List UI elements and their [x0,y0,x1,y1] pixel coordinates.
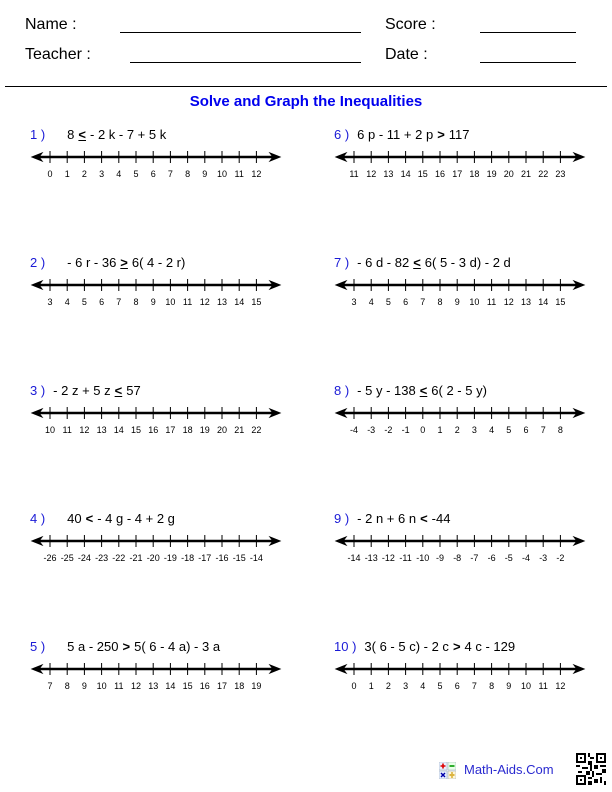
tick-label: 17 [216,681,228,691]
inequality-rhs: 4 c - 129 [464,639,516,654]
problem-number: 8 ) [334,383,350,398]
tick-label: 10 [216,169,228,179]
tick-label: 19 [486,169,497,179]
problem-7 [334,255,612,325]
tick-label: 18 [182,425,193,435]
tick-label: -17 [198,553,212,563]
problem-number: 4 ) [30,511,46,526]
tick-label: 9 [506,681,512,691]
header-divider [5,86,607,87]
tick-label: 17 [452,169,463,179]
tick-label: 6 [403,297,409,307]
tick-label: 3 [47,297,53,307]
math-aids-link[interactable]: Math-Aids.Com [464,762,554,777]
problem-number: 6 ) [334,127,350,142]
problem-5 [30,639,320,709]
tick-label: -12 [381,553,395,563]
relation-symbol: < [419,383,428,398]
tick-label: -7 [470,553,479,563]
tick-label: -10 [416,553,430,563]
tick-label: 4 [368,297,374,307]
tick-label: 5 [506,425,512,435]
tick-label: 15 [555,297,566,307]
inequality-rhs: - 2 k - 7 + 5 k [90,127,167,142]
relation-symbol: < [413,255,421,270]
inequality-lhs: - 6 r - 36 [67,255,117,270]
calculator-icon [439,762,456,779]
tick-label: 5 [133,169,139,179]
tick-label: 12 [503,297,514,307]
tick-label: 11 [234,169,244,179]
relation-symbol: < [78,127,86,142]
tick-label: -13 [364,553,378,563]
problem-number: 3 ) [30,383,46,398]
tick-label: 21 [520,169,532,179]
tick-label: 15 [130,425,142,435]
tick-label: 19 [199,425,210,435]
tick-label: -22 [112,553,126,563]
tick-label: -2 [556,553,565,563]
tick-label: 15 [417,169,428,179]
tick-label: 2 [454,425,460,435]
tick-label: 10 [96,681,107,691]
tick-label: -3 [539,553,548,563]
number-line[interactable] [334,383,594,443]
tick-label: 3 [471,425,477,435]
tick-label: -14 [347,553,361,563]
relation-symbol: < [85,511,94,526]
relation-symbol: > [452,639,461,654]
problem-number: 5 ) [30,639,46,654]
tick-label: 6 [523,425,529,435]
tick-label: 20 [216,425,228,435]
inequality-lhs: - 6 d - 82 [357,255,410,270]
inequality-rhs: 5( 6 - 4 a) - 3 a [134,639,221,654]
tick-label: 14 [538,297,549,307]
relation-symbol: < [114,383,123,398]
problem-8 [334,383,612,453]
relation-symbol: > [437,127,445,142]
tick-label: 10 [44,425,56,435]
qr-code-icon [576,753,606,785]
inequality-lhs: - 5 y - 138 [357,383,416,398]
tick-label: 12 [251,169,262,179]
problem-number: 9 ) [334,511,350,526]
inequality-rhs: 6( 2 - 5 y) [431,383,487,398]
date-label: Date : [385,46,428,63]
tick-label: 8 [489,681,495,691]
tick-label: -5 [504,553,513,563]
tick-label: 0 [47,169,53,179]
inequality-lhs: 6 p - 11 + 2 p [357,127,434,142]
tick-label: 9 [454,297,460,307]
relation-symbol: > [120,255,128,270]
tick-label: 5 [385,297,391,307]
inequality-lhs: 40 [67,511,82,526]
tick-label: 7 [420,297,426,307]
tick-label: -11 [399,553,412,563]
inequality-rhs: 117 [448,127,470,142]
tick-label: 6 [454,681,460,691]
tick-label: -23 [95,553,109,563]
number-line[interactable] [334,511,594,571]
tick-label: 12 [79,425,90,435]
tick-label: 8 [185,169,191,179]
tick-label: 7 [167,169,173,179]
tick-label: 15 [251,297,262,307]
tick-label: -14 [249,553,263,563]
tick-label: 8 [437,297,443,307]
tick-label: 3 [99,169,105,179]
relation-symbol: > [122,639,131,654]
problem-2 [30,255,320,325]
number-line[interactable] [334,255,594,315]
tick-label: -19 [163,553,177,563]
tick-label: 13 [520,297,532,307]
problem-number: 10 ) [334,639,357,654]
tick-label: 14 [400,169,411,179]
tick-label: 14 [234,297,245,307]
tick-label: -4 [349,425,359,435]
tick-label: 10 [165,297,176,307]
tick-label: -25 [60,553,74,563]
tick-label: 0 [420,425,426,435]
problem-4 [30,511,320,581]
problem-1 [30,127,320,197]
tick-label: -4 [521,553,531,563]
date-field[interactable] [480,62,576,63]
problem-9 [334,511,612,581]
inequality-rhs: 6( 4 - 2 r) [131,255,186,270]
tick-label: 5 [437,681,443,691]
tick-label: 8 [64,681,70,691]
tick-label: 23 [555,169,566,179]
tick-label: 1 [64,169,70,179]
inequality-lhs: - 2 z + 5 z [53,383,111,398]
tick-label: 2 [385,681,391,691]
tick-label: 10 [520,681,532,691]
tick-label: -2 [384,425,393,435]
tick-label: 19 [251,681,262,691]
tick-label: 8 [557,425,563,435]
tick-label: 3 [403,681,409,691]
tick-label: 12 [366,169,377,179]
tick-label: 4 [64,297,70,307]
tick-label: 14 [165,681,176,691]
problem-number: 7 ) [334,255,350,270]
tick-label: 11 [62,425,72,435]
tick-label: 5 [81,297,87,307]
number-line[interactable] [30,255,290,315]
problem-6 [334,127,612,197]
tick-label: 1 [437,425,443,435]
tick-label: 20 [503,169,514,179]
tick-label: 17 [165,425,176,435]
inequality-lhs: 3( 6 - 5 c) - 2 c [364,639,449,654]
tick-label: 3 [351,297,357,307]
score-label: Score : [385,16,436,33]
score-field[interactable] [480,32,576,33]
tick-label: 7 [116,297,122,307]
inequality-rhs: 6( 5 - 3 d) - 2 d [424,255,511,270]
tick-label: 13 [383,169,394,179]
tick-label: 7 [47,681,53,691]
tick-label: 12 [555,681,566,691]
inequality-rhs: 57 [126,383,141,398]
tick-label: 11 [486,297,497,307]
number-line[interactable] [30,639,290,699]
relation-symbol: < [420,511,428,526]
tick-label: 11 [349,169,359,179]
tick-label: -18 [181,553,195,563]
tick-label: -6 [487,553,496,563]
tick-label: 10 [469,297,480,307]
tick-label: -21 [129,553,143,563]
inequality-lhs: 8 [67,127,75,142]
tick-label: -8 [453,553,462,563]
tick-label: 13 [96,425,107,435]
tick-label: -3 [367,425,376,435]
tick-label: 4 [489,425,495,435]
tick-label: 21 [234,425,245,435]
inequality-lhs: - 2 n + 6 n [357,511,417,526]
tick-label: 9 [202,169,208,179]
number-line[interactable] [30,511,290,571]
tick-label: 16 [148,425,159,435]
teacher-field[interactable] [130,62,361,63]
tick-label: 11 [182,297,193,307]
tick-label: 13 [216,297,228,307]
tick-label: 6 [150,169,156,179]
tick-label: 7 [471,681,477,691]
tick-label: 11 [538,681,548,691]
tick-label: 4 [420,681,426,691]
page-title: Solve and Graph the Inequalities [189,93,423,110]
problem-number: 2 ) [30,255,46,270]
tick-label: 0 [351,681,357,691]
tick-label: 12 [199,297,210,307]
number-line[interactable] [30,127,290,187]
tick-label: 18 [234,681,245,691]
tick-label: 18 [469,169,480,179]
tick-label: 12 [130,681,142,691]
problem-10 [334,639,612,709]
tick-label: 6 [99,297,105,307]
tick-label: 9 [81,681,87,691]
inequality-rhs: -44 [431,511,451,526]
tick-label: 2 [81,169,87,179]
tick-label: 11 [114,681,124,691]
tick-label: 16 [199,681,210,691]
tick-label: -20 [146,553,160,563]
problem-number: 1 ) [30,127,46,142]
tick-label: 1 [368,681,374,691]
tick-label: -15 [232,553,246,563]
tick-label: -26 [43,553,57,563]
number-line[interactable] [334,127,594,187]
tick-label: 13 [148,681,159,691]
tick-label: -1 [401,425,410,435]
tick-label: 14 [113,425,124,435]
name-field[interactable] [120,32,361,33]
tick-label: 22 [251,425,262,435]
number-line[interactable] [334,639,594,699]
tick-label: 16 [434,169,446,179]
tick-label: 22 [538,169,549,179]
inequality-rhs: - 4 g - 4 + 2 g [97,511,175,526]
tick-label: 9 [150,297,156,307]
problem-3 [30,383,320,453]
name-label: Name : [25,16,77,33]
inequality-lhs: 5 a - 250 [67,639,119,654]
tick-label: 7 [540,425,546,435]
tick-label: 15 [182,681,193,691]
tick-label: -24 [77,553,91,563]
tick-label: 8 [133,297,139,307]
teacher-label: Teacher : [25,46,91,63]
tick-label: -9 [435,553,445,563]
number-line[interactable] [30,383,290,443]
tick-label: -16 [215,553,229,563]
tick-label: 4 [116,169,122,179]
